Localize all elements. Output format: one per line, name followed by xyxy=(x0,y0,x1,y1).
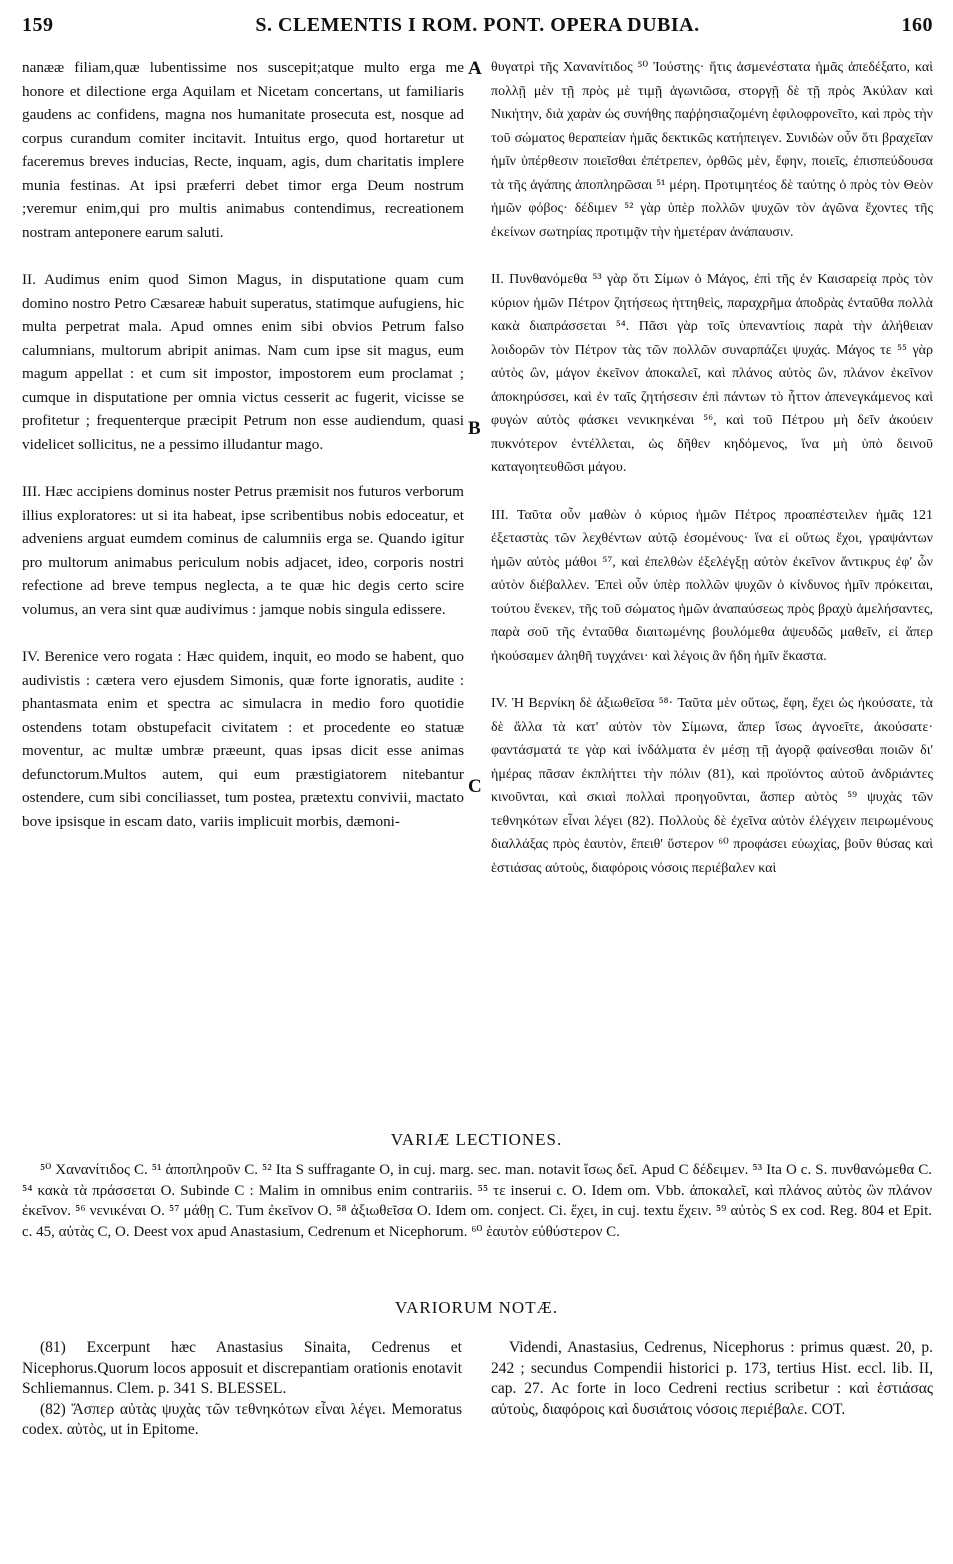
notes-left-column xyxy=(22,1338,462,1441)
greek-paragraph: II. Πυνθανόμεθα ⁵³ γὰρ ὅτι Σίμων ὁ Μάγος, ἐπὶ τῆς ἐν Καισαρείᾳ πρὸς τὸν κύριον ἡμῶν Πέτρον ζητήσεως ἡττηθεὶς, παραχρῆμα ἀποδρὰς ἐνταῦθα πολλὰ κακὰ διαπράσσεται ⁵⁴. Πᾶσι γὰρ τοῖς ὑπεναντίοις παρὰ τὴν ἀλήθειαν λοιδορῶν τὸν Πέτρον τὰς τῶν πολλῶν συναρπάζει ψυχάς. Μάγος τε ⁵⁵ γὰρ αὐτὸς ὢν, μάγον ἐκεῖνον ἀποκαλεῖ, καὶ πλάνος αὐτὸς ὢν, πλάνον ἐκεῖνον ἀποκηρύσσει, καὶ ἐν ταῖς ζητήσεσιν ἐπὶ πάντων τὸ ἧττον ἀπενεγκάμενος καὶ φυγὼν αὐτὸς φάσκει νενικηκέναι ⁵⁶, καὶ τοῦ Πέτρου μὴ δεῖν ἀκούειν πυκνότερον ἐντέλλεται, ὡς δῆθεν κηδόμενος, ἵνα μὴ ὑπὸ δεινοῦ καταγοητευθῶσι μάγου. xyxy=(491,272,933,475)
notes-right-column xyxy=(491,1338,933,1420)
footnote: (81) Excerpunt hæc Anastasius Sinaita, Cedrenus et Nicephorus.Quorum locos apposuit et discrepantiam orationis enotavit Schliemannus. Clem. p. 341 S. BLESSEL. xyxy=(22,1339,462,1397)
latin-column xyxy=(22,56,464,833)
latin-paragraph: nanææ filiam,quæ lubentissime nos suscepit;atque multo erga me honore et dilectione erga Aquilam et Nicetam concertans, ut familiaris gaudens ac confidens, magna nos humanitate prosecuta est, nosque ad corpus curandum comiter incitavit. Intuitus ergo, quod hortaretur ut faceremus breves inducias, Recte, inquam, agis, dum charitatis implere munia festinas. At ipsi præferri debet timor erga Deum nostrum ;veremur enim,qui pro multis animabus contendimus, recreationem nostram anteponere earum saluti. xyxy=(22,59,464,241)
running-title: S. CLEMENTIS I ROM. PONT. OPERA DUBIA. xyxy=(255,14,700,36)
section-marker-a: A xyxy=(468,58,482,79)
latin-paragraph: IV. Berenice vero rogata : Hæc quidem, inquit, eo modo se habent, quo audivistis : cætera vero ejusdem Simonis, quæ forte ignoratis, audite : phantasmata enim et spectra ac simulacra in medio foro quotidie ostendens totam obstupefacit civitatem : et procedente eo statuæ moventur, ac multæ umbræ præeunt, quas ipsas dicit esse animas defunctorum.Multos autem, qui eum præstigiatorem nitebantur ostendere, cum sibi conciliasset, tum postea, prætextu convivii, mactato bove ipsisque in escam dato, variis implicuit morbis, dæmoni- xyxy=(22,648,464,830)
latin-paragraph: II. Audimus enim quod Simon Magus, in disputatione quam cum domino nostro Petro Cæsareæ habuit superatus, statimque aufugiens, hic multa perpetrat mala. Apud omnes enim sibi obvios Petrum falso calumnians, multorum abripit animas. Nam cum ipse sit magus, eum magum appellat : et cum sit impostor, impostorem eum proclamat ; cumque in disputatione per omnia victus cesserit ac fugerit, vicisse se profitetur ; frequenterque præcipit Petrum non esse audiendum, quasi videlicet sollicitus, ne a pessimo illudantur mago. xyxy=(22,271,464,453)
variae-lectiones-text: ⁵⁰ Χανανίτιδος C. ⁵¹ ἀποπληροῦν C. ⁵² Ita S suffragante O, in cuj. marg. sec. man. notavit ἴσως δεῖ. Apud C δέδειμεν. ⁵³ Ita O c. S. πυνθανώμεθα C. ⁵⁴ κακὰ τὰ πράσσεται O. Subinde C : Malim in omnibus enim contrariis. ⁵⁵ τε inserui c. O. Idem om. Vbb. ἀποκαλεῖ, καὶ πλάνος αὐτὸς ὢν πλάνον ἐκεῖνον. ⁵⁶ νενικέναι O. ⁵⁷ μάθῃ C. Tum ἐκεῖνον O. ⁵⁸ ἀξιωθεῖσα O. Idem om. conject. Ci. ἔχει, in cuj. textu ἔχειν. ⁵⁹ αὐτὸς S ex cod. Reg. 804 et Epit. c. 45, αὐτὰς C, O. Deest vox apud Anastasium, Cedrenum et Nicephorum. ⁶⁰ ἑαυτὸν εὐθύστερον C. xyxy=(22,1162,932,1240)
greek-paragraph: III. Ταῦτα οὖν μαθὼν ὁ κύριος ἡμῶν Πέτρος προαπέστειλεν ἡμᾶς 121 ἐξεταστὰς τῶν λεχθέντων αὐτῷ ἐσομένους· ἵνα εἰ οὕτως ἔχοι, γραψάντων ἡμῶν αὐτὸς μάθοι ⁵⁷, καὶ ἐπελθὼν ἐξελέγξῃ αὐτὸν ἐκεῖνον ἄντικρυς ἐφ' ὧν αὐτὸν διέβαλλεν. Ἐπεὶ οὖν ὑπὲρ πολλῶν ψυχῶν ὁ κίνδυνος ἡμῖν πρόκειται, τούτου ἕνεκεν, τῆς τοῦ σώματος ἡμῶν ἀναπαύσεως πρὸς βραχὺ ἀμελήσαντες, παρὰ σοῦ τῆς ἐνταῦθα διαιτωμένης βουλόμεθα ἀψευδῶς μαθεῖν, εἰ ἅπερ ἠκούσαμεν ἀληθῆ τυγχάνει· καὶ λέγοις ἂν ἤδη ἡμῖν ἕκαστα. xyxy=(491,507,933,664)
greek-paragraph: IV. Ἡ Βερνίκη δὲ ἀξιωθεῖσα ⁵⁸· Ταῦτα μὲν οὕτως, ἔφη, ἔχει ὡς ἠκούσατε, τὰ δὲ ἄλλα τὰ κατ' αὐτὸν τὸν Σίμωνα, ἅπερ ἴσως ἀγνοεῖτε, ἀκούσατε· φαντάσματά τε γὰρ καὶ ἰνδάλματα ἐν μέσῃ τῇ ἀγορᾷ φαίνεσθαι ποιῶν δι' ἡμέρας πᾶσαν ἐκπλήττει τὴν πόλιν (81), καὶ προϊόντος αὐτοῦ ἀνδριάντες κινοῦνται, καὶ σκιαὶ πολλαὶ προηγοῦνται, ἅσπερ αὐτὸς ⁵⁹ ψυχὰς τῶν τεθνηκότων εἶναι λέγει (82). Πολλοὺς δὲ ἐχεῖνα αὐτὸν ἐλέγχειν πειρωμένους διαλλάξας πρὸς ἑαυτὸν, ἔπειθ' ὕστερον ⁶⁰ προφάσει εὐωχίας, βοῦν θύσας καὶ ἑστιάσας αὐτοὺς, διαφόροις νόσοις περιέβαλεν καὶ xyxy=(491,696,933,876)
footnote: Videndi, Anastasius, Cedrenus, Nicephorus : primus quæst. 20, p. 242 ; secundus Compendii historici p. 173, tertius Hist. eccl. lib. II, cap. 27. Ac forte in loco Cedreni rectius scribetur : καὶ ἑστιάσας αὐτοὺς, διαφόροις καὶ δυσιάτοις νόσοις περιέβαλε. COT. xyxy=(491,1339,933,1418)
greek-column xyxy=(491,56,933,880)
variorum-notae-heading: VARIORUM NOTÆ. xyxy=(395,1298,558,1317)
latin-paragraph: III. Hæc accipiens dominus noster Petrus præmisit nos futuros verborum illius exploratores: ut si ita habeat, ipse scribentibus nobis edoceatur, et adveniens arguat eumdem cominus de calumniis erga se. Quando igitur pro multorum animabus periculum nobis adjacet, ideo, corporis nostri refectione ad breve tempus neglecta, a te quæ hic degis certo scire volumus, an vera sint quæ audivimus : jamque nobis singula edissere. xyxy=(22,483,464,618)
footnote: (82) Ἅσπερ αὐτὰς ψυχὰς τῶν τεθνηκότων εἶναι λέγει. Memoratus codex. αὐτὸς, ut in Epitome. xyxy=(22,1400,462,1438)
page-number-right: 160 xyxy=(901,14,933,36)
section-marker-b: B xyxy=(468,418,481,439)
page-number-left: 159 xyxy=(22,14,54,36)
variae-lectiones-heading: VARIÆ LECTIONES. xyxy=(390,1130,563,1149)
section-marker-c: C xyxy=(468,776,482,797)
page-header xyxy=(22,14,933,42)
greek-paragraph: θυγατρὶ τῆς Χανανίτιδος ⁵⁰ Ἰούστης· ἥτις ἀσμενέστατα ἡμᾶς ἀπεδέξατο, καὶ πολλῇ μὲν τῇ πρὸς μὲ τιμῇ ἀγωνιῶσα, στοργῇ δὲ τῇ πρὸς Ἀκύλαν καὶ Νικήτην, διὰ χαρὰν ὡς συνήθης παῤῥησιαζομένη ἐφιλοφρονεῖτο, καὶ πρὸς τὴν τοῦ σώματος θεραπείαν ἡμᾶς δεκτικῶς κατήπειγεν. Συνιδὼν οὖν ὅτι βραχεῖαν ἡμῖν ὑπέρθεσιν ποιεῖσθαι ἐπέτρεπεν, ὀρθῶς μὲν, ἔφην, ποιεῖς, ἐπισπεύδουσα τὰ τῆς ἀγάπης ἀποπληρῶσαι ⁵¹ μέρη. Προτιμητέος δὲ ταύτης ὁ πρὸς τὸν Θεὸν ἡμῶν φόβος· δέδιμεν ⁵² γὰρ ὑπὲρ πολλῶν ψυχῶν τὸν ἀγῶνα ἔχοντες τῆς ἐκείνων σωτηρίας προτιμᾷν τὴν ἡμετέραν ἀνάπαυσιν. xyxy=(491,60,933,240)
